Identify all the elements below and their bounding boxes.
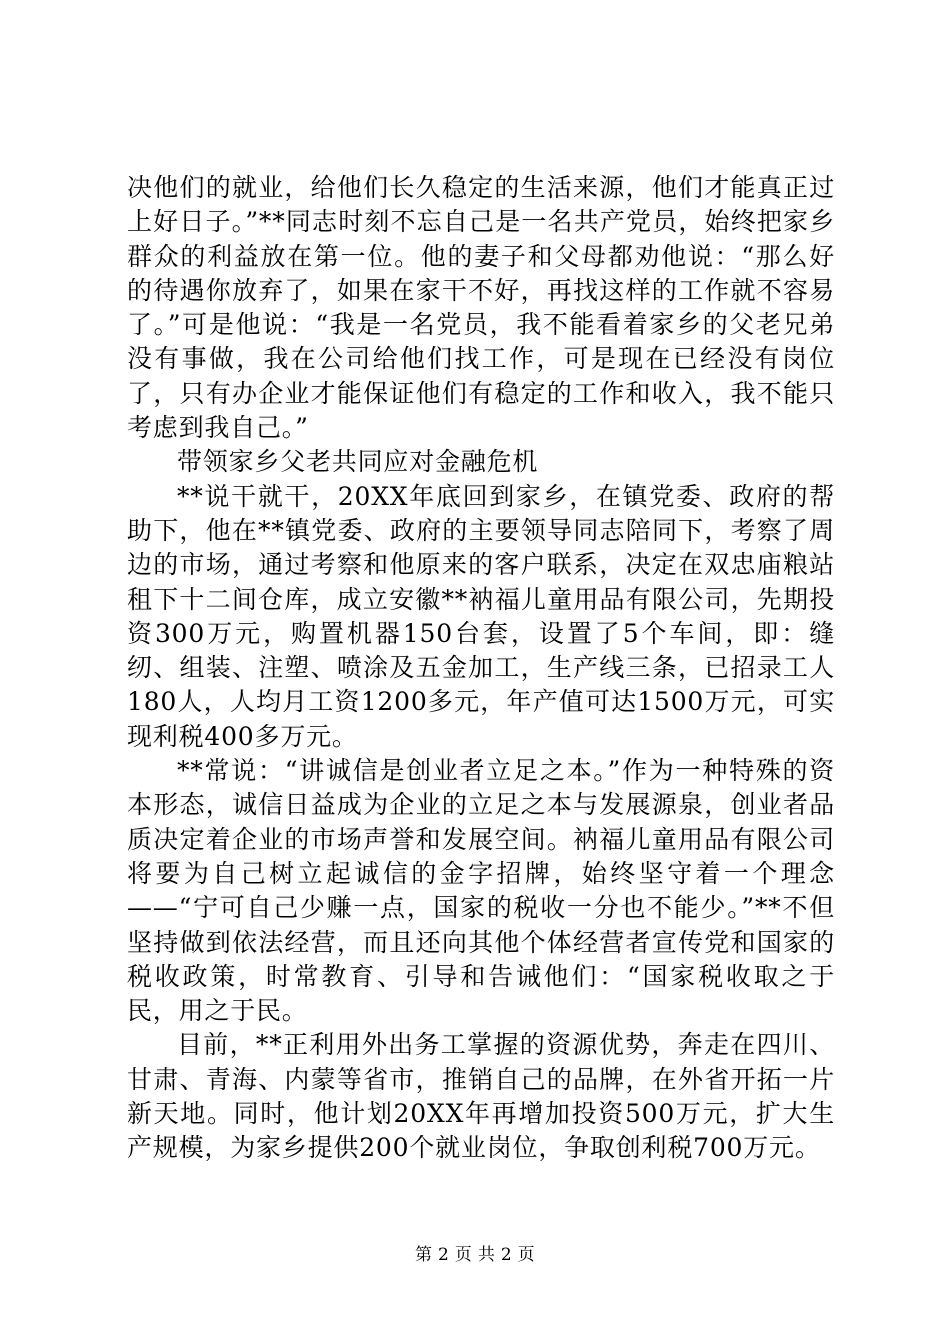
section-heading: 带领家乡父老共同应对金融危机 [177,447,539,477]
document-body [127,171,835,1166]
page-footer: 第 2 页 共 2 页 [415,1245,535,1265]
paragraph-future-plans: 目前，**正利用外出务工掌握的资源优势，奔走在四川、甘肃、青海、内蒙等省市，推销自己的品牌，在外省开拓一片新天地。同时，他计划20XX年再增加投资500万元，扩大生产规模，为家乡提供200个就业岗位，争取创利税700万元。 [127,1030,835,1163]
paragraph-integrity: **常说：“讲诚信是创业者立足之本。”作为一种特殊的资本形态，诚信日益成为企业的立足之本与发展源泉，创业者品质决定着企业的市场声誉和发展空间。衲福儿童用品有限公司将要为自己树立起诚信的金字招牌，始终坚守着一个理念——“宁可自己少赚一点，国家的税收一分也不能少。”**不但坚持做到依法经营，而且还向其他个体经营者宣传党和国家的税收政策，时常教育、引导和告诫他们：“国家税收取之于民，用之于民。 [127,756,835,1026]
paragraph-continued: 决他们的就业，给他们长久稳定的生活来源，他们才能真正过上好日子。”**同志时刻不忘自己是一名共产党员，始终把家乡群众的利益放在第一位。他的妻子和父母都劝他说：“那么好的待遇你放弃了，如果在家干不好，再找这样的工作就不容易了。”可是他说：“我是一名党员，我不能看着家乡的父老兄弟没有事做，我在公司给他们找工作，可是现在已经没有岗位了，只有办企业才能保证他们有稳定的工作和收入，我不能只考虑到我自己。” [127,173,835,443]
paragraph-investment: **说干就干，20XX年底回到家乡，在镇党委、政府的帮助下，他在**镇党委、政府的主要领导同志陪同下，考察了周边的市场，通过考察和他原来的客户联系，决定在双忠庙粮站租下十二间仓库，成立安徽**衲福儿童用品有限公司，先期投资300万元，购置机器150台套，设置了5个车间，即：缝纫、组装、注塑、喷涂及五金加工，生产线三条，已招录工人180人，人均月工资1200多元，年产值可达1500万元，可实现利税400多万元。 [127,481,835,751]
